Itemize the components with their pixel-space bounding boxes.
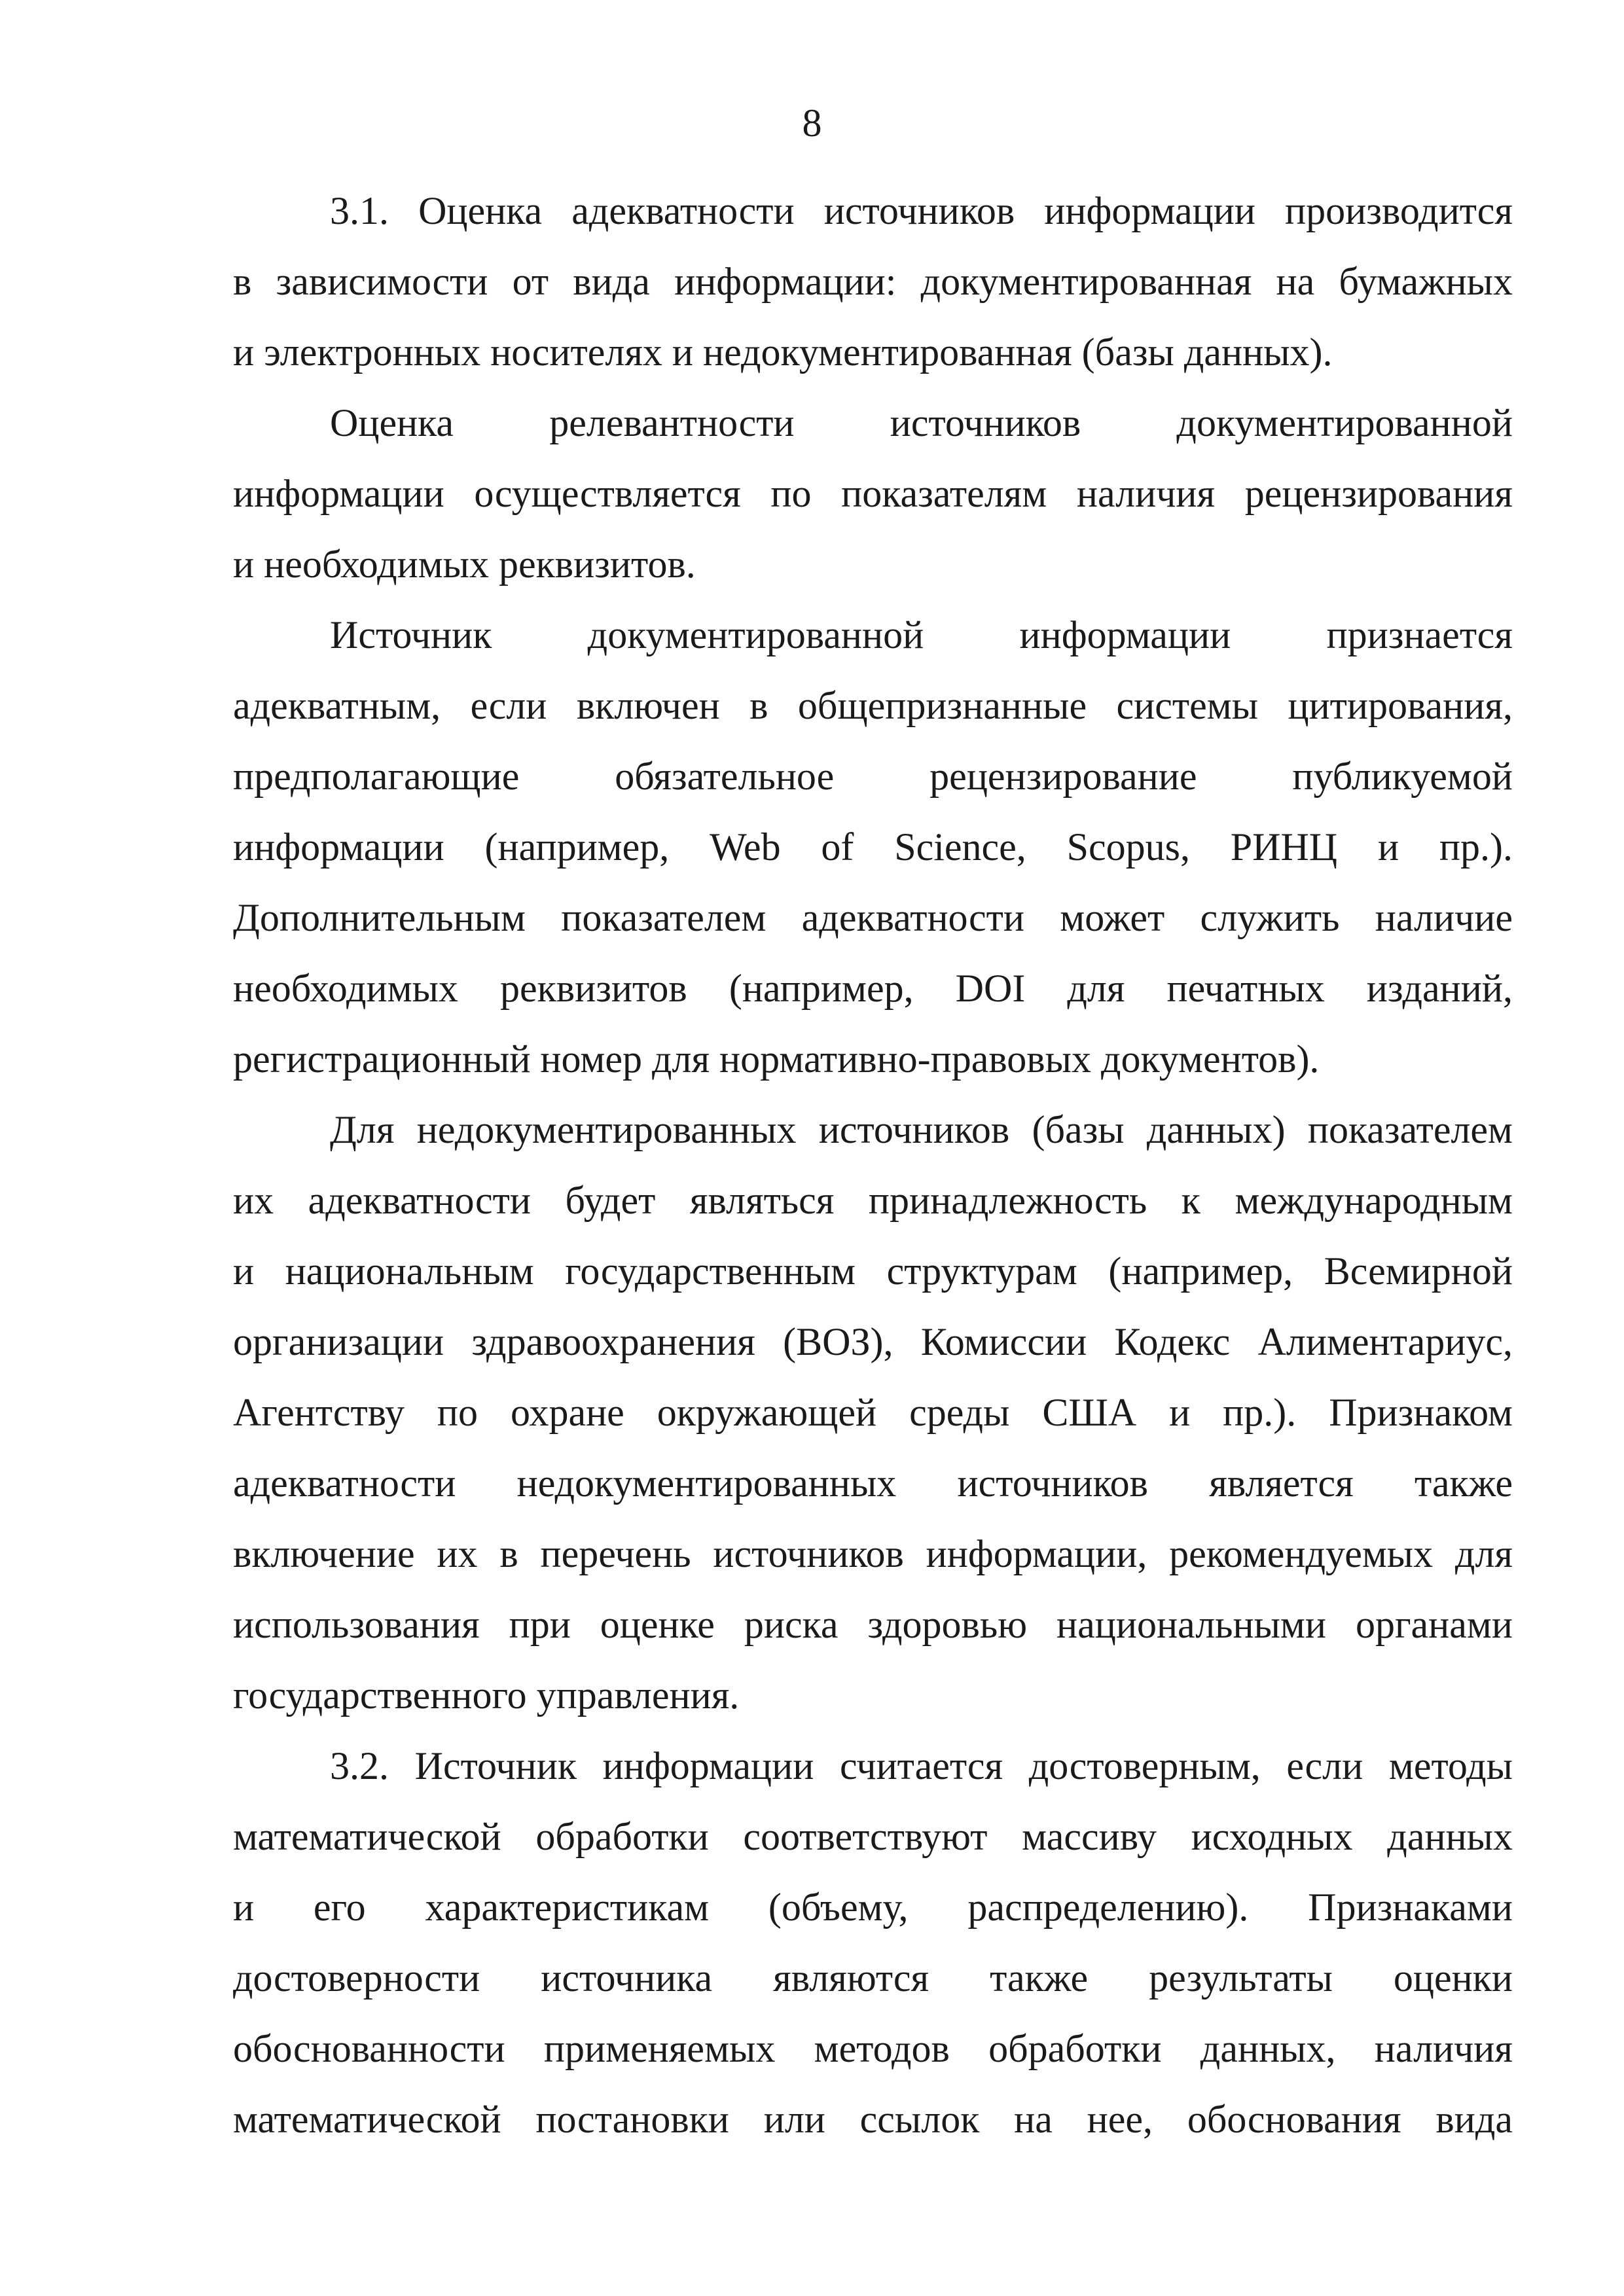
text-line: государственного управления.	[233, 1674, 740, 1717]
text-line: и его характеристикам (объему, распределению). Признаками	[233, 1886, 1513, 1929]
text-line: Дополнительным показателем адекватности может служить наличие	[233, 896, 1513, 939]
text-line: предполагающие обязательное рецензирование публикуемой	[233, 755, 1513, 798]
text-line: и электронных носителях и недокументированная (базы данных).	[233, 331, 1333, 374]
text-line: использования при оценке риска здоровью национальными органами	[233, 1603, 1513, 1646]
text-line: их адекватности будет являться принадлежность к международным	[233, 1179, 1513, 1222]
text-line: организации здравоохранения (ВОЗ), Комиссии Кодекс Алиментариус,	[233, 1320, 1513, 1363]
text-line: включение их в перечень источников информации, рекомендуемых для	[233, 1532, 1513, 1575]
text-line: информации (например, Web of Science, Scopus, РИНЦ и пр.).	[233, 825, 1513, 869]
text-line: 3.2. Источник информации считается достоверным, если методы	[330, 1744, 1513, 1787]
text-line: и необходимых реквизитов.	[233, 543, 696, 586]
paragraph-3-2-reliability	[233, 1731, 1513, 2155]
text-line: Оценка релевантности источников документированной	[330, 401, 1513, 444]
text-line: 3.1. Оценка адекватности источников информации производится	[330, 189, 1513, 232]
text-line: Источник документированной информации признается	[330, 613, 1513, 656]
text-line: Для недокументированных источников (базы данных) показателем	[330, 1108, 1513, 1151]
text-line: и национальным государственным структурам (например, Всемирной	[233, 1249, 1513, 1293]
paragraph-documented-source	[233, 600, 1513, 1094]
page-number: 8	[802, 101, 822, 145]
text-line: математической постановки или ссылок на нее, обоснования вида	[233, 2098, 1513, 2141]
text-line: достоверности источника являются также результаты оценки	[233, 1956, 1513, 2000]
document-body	[233, 175, 1513, 2155]
text-line: Агентству по охране окружающей среды США и пр.). Признаком	[233, 1391, 1513, 1434]
paragraph-relevance	[233, 387, 1513, 600]
paragraph-3-1-adequacy	[233, 175, 1513, 387]
text-line: обоснованности применяемых методов обработки данных, наличия	[233, 2027, 1513, 2070]
paragraph-undocumented-source	[233, 1094, 1513, 1731]
text-line: математической обработки соответствуют массиву исходных данных	[233, 1815, 1513, 1858]
text-line: адекватным, если включен в общепризнанные системы цитирования,	[233, 684, 1513, 727]
text-line: необходимых реквизитов (например, DOI для печатных изданий,	[233, 967, 1513, 1010]
text-line: адекватности недокументированных источников является также	[233, 1462, 1513, 1505]
text-line: информации осуществляется по показателям наличия рецензирования	[233, 472, 1513, 515]
text-line: регистрационный номер для нормативно-правовых документов).	[233, 1037, 1320, 1081]
text-line: в зависимости от вида информации: документированная на бумажных	[233, 260, 1513, 303]
